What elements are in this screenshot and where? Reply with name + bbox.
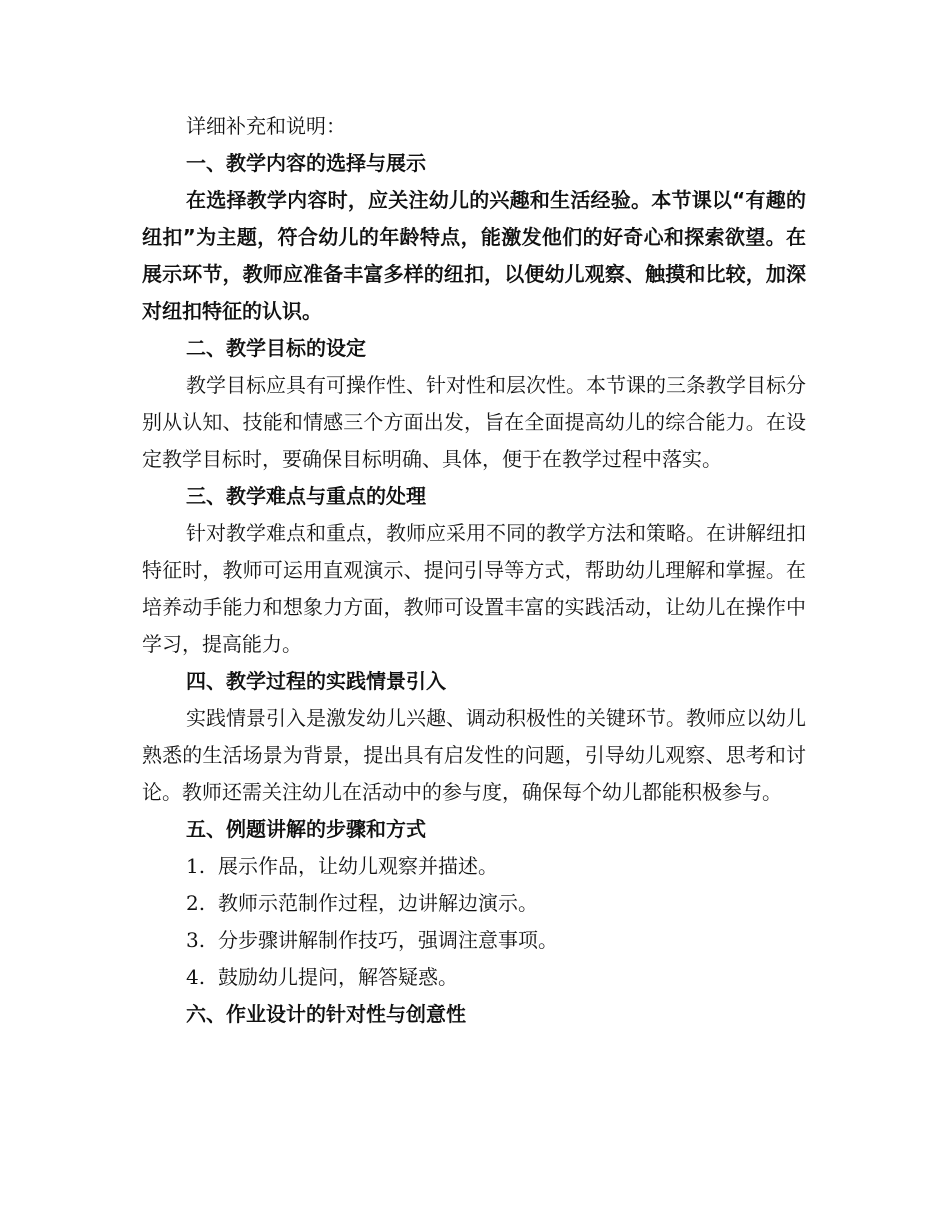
list-item-number: 2. xyxy=(186,891,206,915)
list-item-number: 1. xyxy=(186,854,206,878)
list-item xyxy=(142,885,806,922)
list-item xyxy=(142,959,806,996)
section-2-heading: 二、教学目标的设定 xyxy=(186,336,366,360)
section-6-heading: 六、作业设计的针对性与创意性 xyxy=(186,1002,466,1026)
section-3-heading: 三、教学难点与重点的处理 xyxy=(186,484,426,508)
section-1-heading: 一、教学内容的选择与展示 xyxy=(186,151,426,175)
list-item-text: 分步骤讲解制作技巧，强调注意事项。 xyxy=(218,928,558,952)
section-2-body: 教学目标应具有可操作性、针对性和层次性。本节课的三条教学目标分别从认知、技能和情感三个方面出发，旨在全面提高幼儿的综合能力。在设定教学目标时，要确保目标明确、具体，便于在教学过程中落实。 xyxy=(142,373,806,471)
list-item xyxy=(142,848,806,885)
list-item-number: 4. xyxy=(186,965,206,989)
section-4-body: 实践情景引入是激发幼儿兴趣、调动积极性的关键环节。教师应以幼儿熟悉的生活场景为背景，提出具有启发性的问题，引导幼儿观察、思考和讨论。教师还需关注幼儿在活动中的参与度，确保每个幼儿都能积极参与。 xyxy=(142,706,806,804)
section-3-body: 针对教学难点和重点，教师应采用不同的教学方法和策略。在讲解纽扣特征时，教师可运用直观演示、提问引导等方式，帮助幼儿理解和掌握。在培养动手能力和想象力方面，教师可设置丰富的实践活动，让幼儿在操作中学习，提高能力。 xyxy=(142,521,806,656)
intro-text: 详细补充和说明： xyxy=(186,114,346,138)
section-4-heading: 四、教学过程的实践情景引入 xyxy=(186,669,446,693)
list-item-text: 鼓励幼儿提问，解答疑惑。 xyxy=(218,965,458,989)
list-item-number: 3. xyxy=(186,928,206,952)
list-item-text: 教师示范制作过程，边讲解边演示。 xyxy=(218,891,538,915)
section-5-heading: 五、例题讲解的步骤和方式 xyxy=(186,817,426,841)
section-1-body: 在选择教学内容时，应关注幼儿的兴趣和生活经验。本节课以“有趣的纽扣”为主题，符合幼儿的年龄特点，能激发他们的好奇心和探索欲望。在展示环节，教师应准备丰富多样的纽扣，以便幼儿观察、触摸和比较，加深对纽扣特征的认识。 xyxy=(142,188,806,323)
document-body xyxy=(142,108,806,1033)
list-item xyxy=(142,922,806,959)
list-item-text: 展示作品，让幼儿观察并描述。 xyxy=(218,854,498,878)
